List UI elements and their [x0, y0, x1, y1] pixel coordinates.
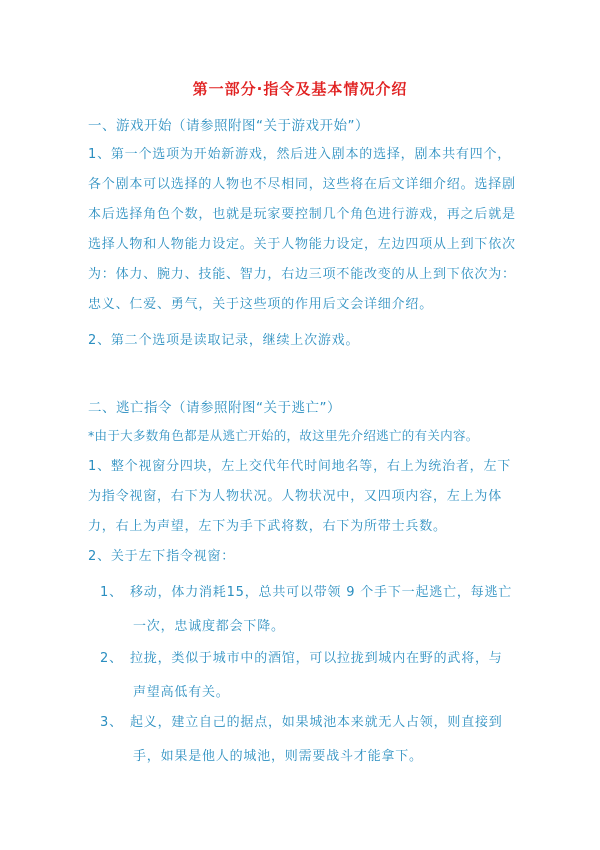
section1-heading: 一、游戏开始（请参照附图“关于游戏开始”）: [88, 118, 369, 134]
list-item: [100, 576, 520, 644]
page-title: 第一部分·指令及基本情况介绍: [192, 80, 408, 98]
section2-paragraph-2: 2、关于左下指令视窗：: [88, 549, 236, 564]
list-item-number: 2、: [100, 651, 123, 666]
list-item-continuation: 一次，忠诚度都会下降。: [133, 619, 285, 634]
list-item: [100, 642, 520, 710]
section1-paragraph-2: 2、第二个选项是读取记录，继续上次游戏。: [88, 333, 360, 348]
section2-heading: 二、逃亡指令（请参照附图“关于逃亡”）: [88, 400, 341, 416]
list-item-text: 起义，建立自己的据点，如果城池本来就无人占领，则直接到: [130, 715, 503, 730]
list-item-continuation: 声望高低有关。: [133, 685, 230, 700]
section2-note: *由于大多数角色都是从逃亡开始的，故这里先介绍逃亡的有关内容。: [88, 428, 479, 443]
list-item-continuation: 手，如果是他人的城池，则需要战斗才能拿下。: [133, 749, 423, 764]
list-item-text: 移动，体力消耗15，总共可以带领 9 个手下一起逃亡，每逃亡: [130, 585, 513, 600]
list-item-number: 1、: [100, 585, 123, 600]
list-item: [100, 706, 520, 774]
section2-paragraph-1: 1、整个视窗分四块，左上交代年代时间地名等，右上为统治者，左下为指令视窗，右下为人物状况。人物状况中，又四项内容，左上为体力，右上为声望，左下为手下武将数，右下为所带士兵数。: [88, 459, 512, 534]
list-item-text: 拉拢，类似于城市中的酒馆，可以拉拢到城内在野的武将，与: [130, 651, 503, 666]
list-item-number: 3、: [100, 715, 123, 730]
section1-paragraph-1: 1、第一个选项为开始新游戏，然后进入剧本的选择，剧本共有四个，各个剧本可以选择的人物也不尽相同，这些将在后文详细介绍。选择剧本后选择角色个数，也就是玩家要控制几个角色进行游戏，再之后就是选择人物和人物能力设定。关于人物能力设定，左边四项从上到下依次为：体力、腕力、技能、智力，右边三项不能改变的从上到下依次为：忠义、仁爱、勇气，关于这些项的作用后文会详细介绍。: [88, 147, 516, 312]
